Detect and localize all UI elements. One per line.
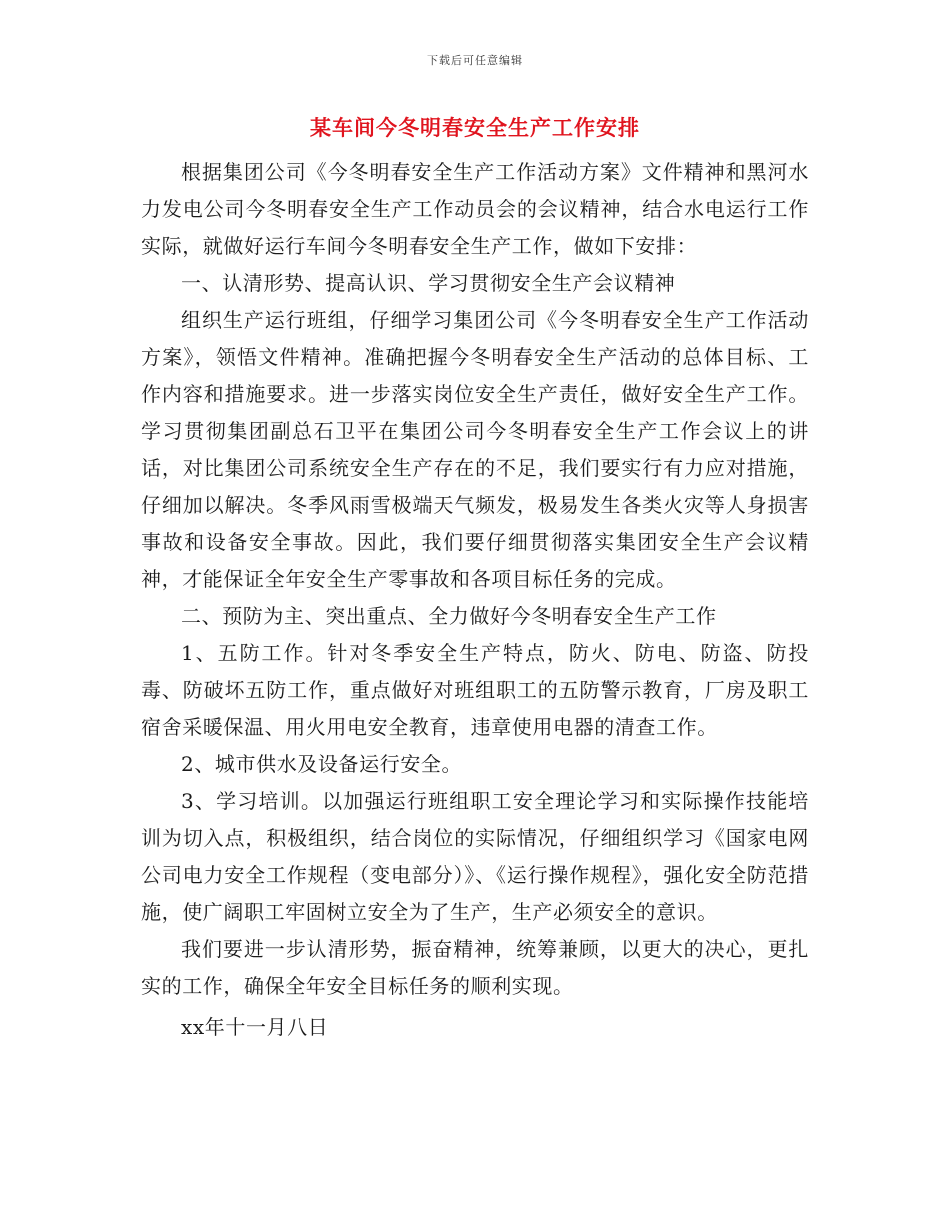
- intro-paragraph: 根据集团公司《今冬明春安全生产工作活动方案》文件精神和黑河水力发电公司今冬明春安全生产工作动员会的会议精神，结合水电运行工作实际，就做好运行车间今冬明春安全生产工作，做如下安排：: [141, 160, 809, 258]
- section-heading-2: 二、预防为主、突出重点、全力做好今冬明春安全生产工作: [181, 604, 717, 628]
- document-title: 某车间今冬明春安全生产工作安排: [310, 115, 640, 140]
- header-note: 下载后可任意编辑: [427, 54, 523, 67]
- section-1-paragraph: 组织生产运行班组，仔细学习集团公司《今冬明春安全生产工作活动方案》，领悟文件精神。准确把握今冬明春安全生产活动的总体目标、工作内容和措施要求。进一步落实岗位安全生产责任，做好安全生产工作。学习贯彻集团副总石卫平在集团公司今冬明春安全生产工作会议上的讲话，对比集团公司系统安全生产存在的不足，我们要实行有力应对措施，仔细加以解决。冬季风雨雪极端天气频发，极易发生各类火灾等人身损害事故和设备安全事故。因此，我们要仔细贯彻落实集团安全生产会议精神，才能保证全年安全生产零事故和各项目标任务的完成。: [141, 308, 809, 591]
- item-3-paragraph: 3、学习培训。以加强运行班组职工安全理论学习和实际操作技能培训为切入点，积极组织，结合岗位的实际情况，仔细组织学习《国家电网公司电力安全工作规程（变电部分）》、《运行操作规程》，强化安全防范措施，使广阔职工牢固树立安全为了生产，生产必须安全的意识。: [141, 789, 809, 924]
- section-heading-1: 一、认清形势、提高认识、学习贯彻安全生产会议精神: [181, 271, 676, 295]
- document-date: xx年十一月八日: [181, 1015, 329, 1039]
- document-body: [141, 154, 809, 1046]
- closing-paragraph: 我们要进一步认清形势，振奋精神，统筹兼顾，以更大的决心，更扎实的工作，确保全年安全目标任务的顺利实现。: [141, 937, 809, 998]
- item-2-paragraph: 2、城市供水及设备运行安全。: [181, 752, 463, 776]
- item-1-paragraph: 1、五防工作。针对冬季安全生产特点，防火、防电、防盗、防投毒、防破坏五防工作，重点做好对班组职工的五防警示教育，厂房及职工宿舍采暖保温、用火用电安全教育，违章使用电器的清查工作。: [141, 641, 809, 739]
